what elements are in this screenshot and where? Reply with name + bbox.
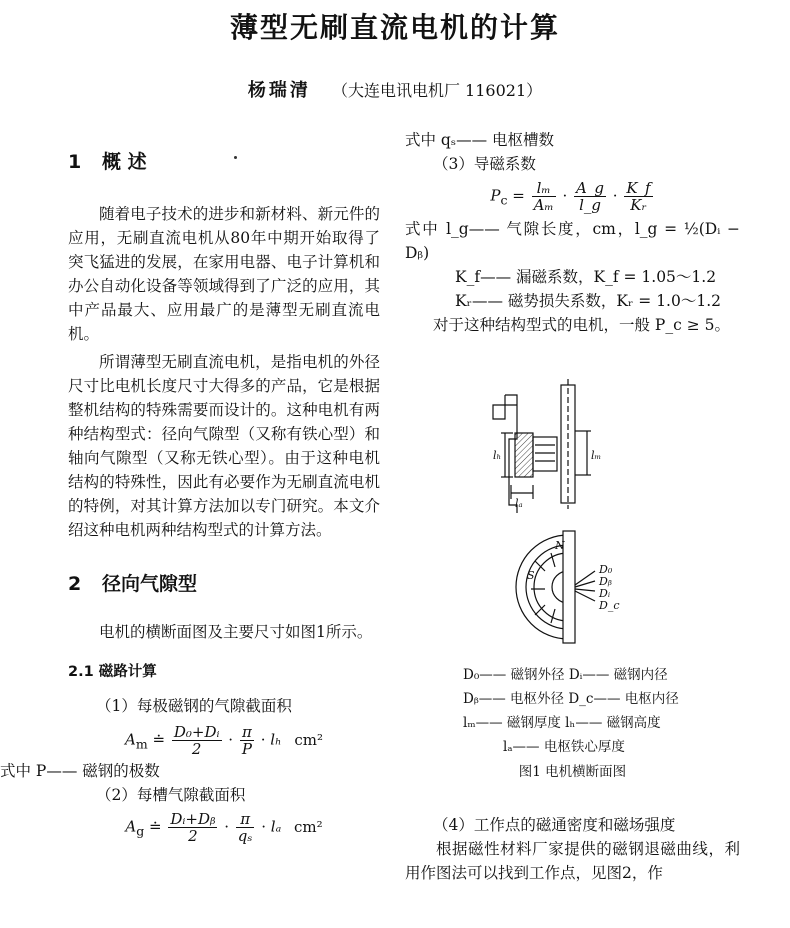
formula-pc-num-3: K_f xyxy=(626,179,651,197)
where-qs: 式中 qₛ—— 电枢槽数 xyxy=(405,131,554,149)
kf-line: K_f—— 漏磁系数，K_f = 1.05～1.2 xyxy=(455,268,717,286)
formula-ag-lhs: A xyxy=(125,817,137,836)
legend-row-2: Dᵦ—— 电枢外径 D_c—— 电枢内径 xyxy=(463,691,679,707)
label-la: lₐ xyxy=(515,497,523,510)
right-column xyxy=(405,128,740,885)
formula-pc: $P_c$ = $\frac{\text{lₘ}}{\text{Aₘ}}$ · $\frac{A\_g}{l\_g}$ · $\frac{K\_f}{\text{Kᵣ}}$ xyxy=(490,179,651,214)
formula-ag-num-1: Dᵢ+Dᵦ xyxy=(170,810,216,828)
where-lg: 式中 l_g—— 气隙长度，cm，l_g = ½(Dᵢ − Dᵦ) xyxy=(405,220,740,262)
item-4: （4）工作点的磁通密度和磁场强度 xyxy=(433,816,676,834)
legend-row-1: D₀—— 磁钢外径 Dᵢ—— 磁钢内径 xyxy=(463,667,668,683)
figure-1-caption: 图1 电机横断面图 xyxy=(518,764,627,780)
formula-pc-frac-2 xyxy=(574,180,606,213)
formula-am-num-1: D₀+Dᵢ xyxy=(173,723,220,741)
formula-am-den-1: 2 xyxy=(191,740,202,758)
formula-am-frac-2 xyxy=(240,724,254,757)
formula-ag-op: ≐ xyxy=(148,817,162,836)
side-view-armature xyxy=(533,437,557,471)
scan-speck xyxy=(234,156,237,159)
side-view-magnet xyxy=(515,433,533,477)
formula-ag: $A_g$ ≐ $\frac{\text{Dᵢ+Dᵦ}}{2}$ · $\frac{\pi}{\text{qₛ}}$ · lₐ cm² xyxy=(125,810,323,845)
label-db: Dᵦ xyxy=(599,575,612,588)
paragraph-item-4: 根据磁性材料厂家提供的磁钢退磁曲线，利用作图法可以找到工作点，见图2，作 xyxy=(405,840,740,882)
formula-am-lhs: A xyxy=(125,730,136,749)
item-1: （1）每极磁钢的气隙截面积 xyxy=(96,697,292,715)
formula-am-lhs-sub: m xyxy=(135,736,148,752)
formula-pc-frac-3 xyxy=(624,180,652,213)
formula-ag-den-2: qₛ xyxy=(237,827,253,845)
item-2: （2）每槽气隙截面积 xyxy=(96,786,246,804)
formula-ag-lhs-sub: g xyxy=(136,823,145,839)
formula-pc-num-1: lₘ xyxy=(532,180,556,197)
formula-pc-num-2: A_g xyxy=(576,179,604,197)
where-p: 式中 P—— 磁钢的极数 xyxy=(0,762,160,780)
legend-row-3: lₘ—— 磁钢厚度 lₕ—— 磁钢高度 xyxy=(463,715,661,731)
paper-title: 薄型无刷直流电机的计算 xyxy=(229,11,560,44)
formula-pc-lhs-sub: c xyxy=(500,192,508,208)
formula-ag-frac-2 xyxy=(236,811,255,844)
formula-pc-den-3: Kᵣ xyxy=(630,196,647,214)
formula-pc-lhs: P xyxy=(490,186,501,205)
subsection-2-1-heading: 2.1 磁路计算 xyxy=(68,664,157,680)
section-2-heading xyxy=(68,572,380,596)
formula-pc-den-2: l_g xyxy=(579,196,601,214)
paragraph-section-2: 电机的横断面图及主要尺寸如图1所示。 xyxy=(99,623,373,641)
label-s: S xyxy=(527,569,535,582)
formula-ag-frac-1 xyxy=(168,811,217,844)
left-column xyxy=(0,150,380,845)
formula-ag-num-2: π xyxy=(236,811,255,828)
formula-am: $A_m$ ≐ $\frac{\text{D₀+Dᵢ}}{2}$ · $\frac{\pi}{P}$ · lₕ cm² xyxy=(125,723,323,758)
legend-row-4: lₐ—— 电枢铁心厚度 xyxy=(503,739,625,755)
label-dc: D_c xyxy=(599,599,620,612)
cross-section-magnet-ring xyxy=(526,545,568,629)
formula-am-frac-1 xyxy=(172,724,222,757)
label-lh: lₕ xyxy=(493,449,502,462)
label-di: Dᵢ xyxy=(599,587,611,600)
section-1-title: 概 述 xyxy=(102,151,147,173)
formula-am-num-2: π xyxy=(240,724,254,741)
paragraph-intro-2: 所谓薄型无刷直流电机，是指电机的外径尺寸比电机长度尺寸大得多的产品，它是根据整机结构的特殊需要而设计的。这种电机有两种结构型式：径向气隙型（又称有铁心型）和轴向气隙型（又称无铁心型）。由于这种电机结构的特殊性，因此有必要作为无刷直流电机的特例，对其计算方法加以专门研究。本文介绍这种电机两种结构型式的计算方法。 xyxy=(68,353,380,539)
label-lm: lₘ xyxy=(591,449,602,462)
kr-line: Kᵣ—— 磁势损失系数，Kᵣ = 1.0～1.2 xyxy=(455,292,721,310)
pc-line: 对于这种结构型式的电机，一般 P_c ≥ 5。 xyxy=(433,316,730,334)
section-1-heading xyxy=(68,150,380,174)
section-1-number: 1 xyxy=(68,151,82,173)
formula-am-op: ≐ xyxy=(152,730,166,749)
section-2-title: 径向气隙型 xyxy=(102,573,198,595)
paragraph-intro-1: 随着电子技术的进步和新材料、新元件的应用，无刷直流电机从80年中期开始取得了突飞猛进的发展，在家用电器、电子计算机和办公自动化设备等领域得到了广泛的应用，其中产品最大、应用最广的是薄型无刷直流电机。 xyxy=(68,205,380,343)
formula-am-tail: lₕ xyxy=(270,730,282,749)
formula-am-den-2: P xyxy=(241,740,252,758)
formula-am-unit: cm² xyxy=(294,730,323,749)
figure-1-diagram xyxy=(405,375,740,665)
author-name: 杨瑞清 xyxy=(247,80,311,101)
formula-pc-frac-1 xyxy=(532,180,556,213)
label-do: D₀ xyxy=(599,563,613,576)
section-2-number: 2 xyxy=(68,573,82,595)
formula-pc-den-1: Aₘ xyxy=(533,196,554,214)
label-n: N xyxy=(555,539,565,552)
affiliation: （大连电讯电机厂 116021） xyxy=(331,81,543,100)
formula-ag-unit: cm² xyxy=(294,817,323,836)
item-3: （3）导磁系数 xyxy=(433,155,536,173)
formula-ag-den-1: 2 xyxy=(188,827,198,845)
figure-legend xyxy=(463,663,740,759)
author-line xyxy=(0,76,790,102)
formula-ag-tail: lₐ xyxy=(270,817,282,836)
